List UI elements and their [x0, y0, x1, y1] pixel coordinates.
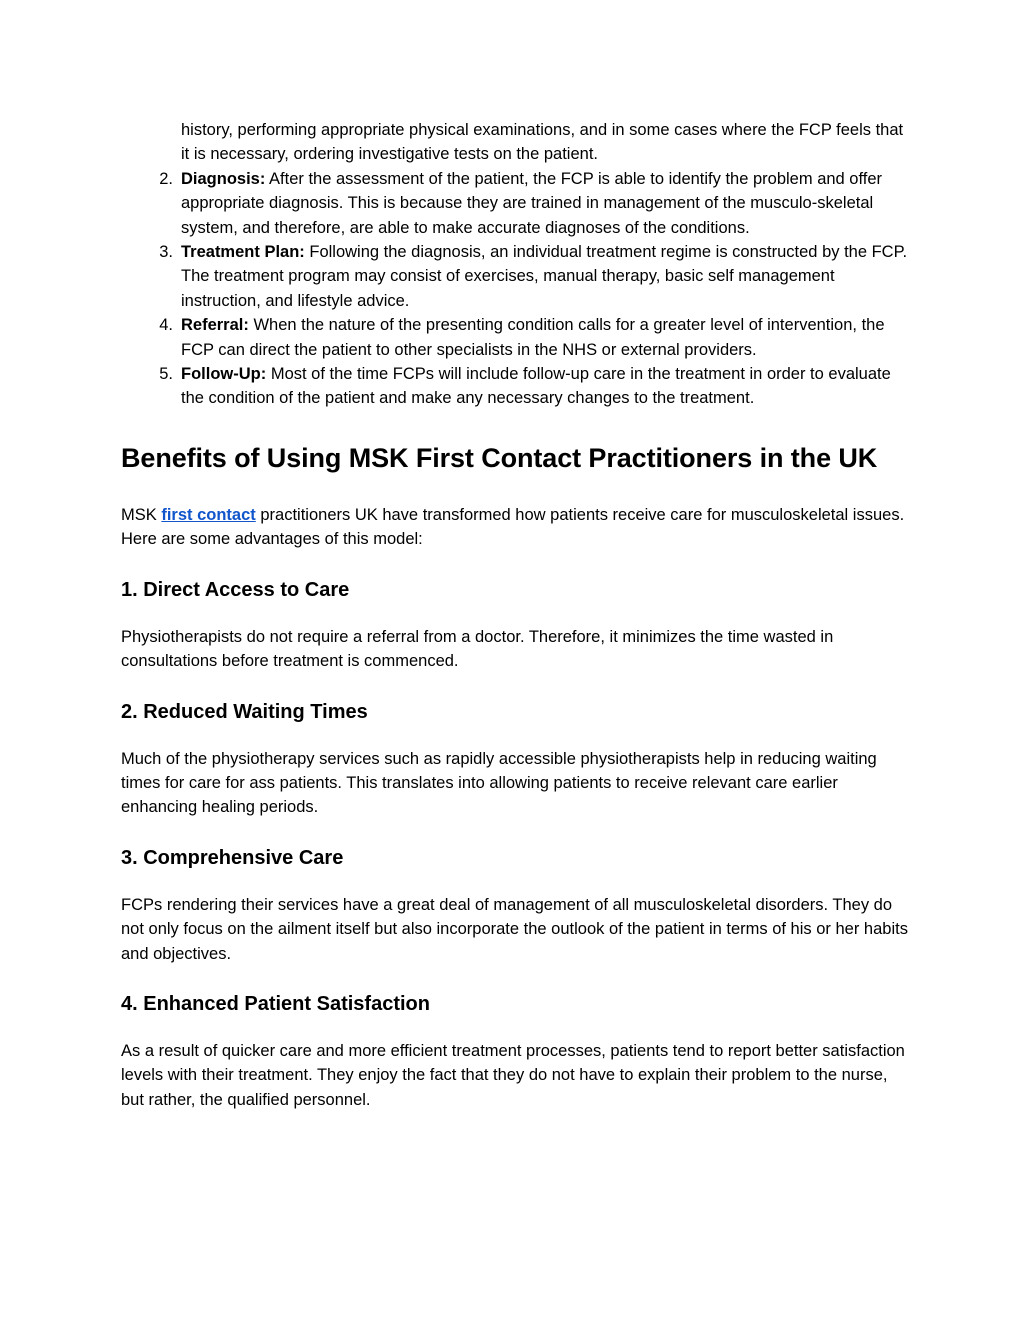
list-item-number: 4.: [159, 316, 173, 335]
subheading-direct-access: 1. Direct Access to Care: [121, 578, 350, 601]
paragraph-comprehensive-care: FCPs rendering their services have a great deal of management of all musculoskeletal disorders. They do not only focus on the ailment itself but also incorporate the outlook of the patient in terms of his or her habits and objectives.: [121, 895, 908, 963]
list-item: [121, 362, 911, 411]
list-item: [121, 118, 911, 167]
list-item-text: history, performing appropriate physical examinations, and in some cases where the FCP feels that it is necessary, ordering investigative tests on the patient.: [181, 121, 904, 164]
list-item-text: When the nature of the presenting condition calls for a greater level of intervention, the FCP can direct the patient to other specialists in the NHS or external providers.: [181, 316, 885, 359]
list-item: [121, 167, 911, 240]
list-item-text: Most of the time FCPs will include follow-up care in the treatment in order to evaluate the condition of the patient and make any necessary changes to the treatment.: [181, 365, 891, 408]
subheading-patient-satisfaction: 4. Enhanced Patient Satisfaction: [121, 992, 430, 1015]
list-item-text: After the assessment of the patient, the FCP is able to identify the problem and offer appropriate diagnosis. This is because they are trained in management of the musculo-skeletal system, and therefore, are able to make accurate diagnoses of the conditions.: [181, 169, 883, 237]
list-item-number: 5.: [159, 365, 173, 384]
paragraph-reduced-waiting: Much of the physiotherapy services such as rapidly accessible physiotherapists help in reducing waiting times for care for ass patients. This translates into allowing patients to receive relevant care earlier enhancing healing periods.: [121, 749, 877, 817]
list-item-label: Treatment Plan:: [181, 243, 305, 262]
benefits-intro-paragraph: [121, 503, 911, 552]
list-item: [121, 313, 911, 362]
fcp-steps-list: [121, 118, 911, 411]
section-heading-benefits: Benefits of Using MSK First Contact Practitioners in the UK: [121, 442, 878, 473]
list-item-number: 3.: [159, 243, 173, 262]
paragraph-direct-access: Physiotherapists do not require a referral from a doctor. Therefore, it minimizes the time wasted in consultations before treatment is commenced.: [121, 627, 834, 671]
list-item-label: Diagnosis:: [181, 169, 266, 188]
paragraph-patient-satisfaction: As a result of quicker care and more efficient treatment processes, patients tend to report better satisfaction levels with their treatment. They enjoy the fact that they do not have to explain their problem to the nurse, but rather, the qualified personnel.: [121, 1041, 905, 1109]
subheading-comprehensive-care: 3. Comprehensive Care: [121, 846, 344, 869]
subheading-reduced-waiting: 2. Reduced Waiting Times: [121, 700, 368, 723]
first-contact-link[interactable]: first contact: [161, 505, 256, 524]
list-item: [121, 240, 911, 313]
list-item-text: Following the diagnosis, an individual treatment regime is constructed by the FCP. The treatment program may consist of exercises, manual therapy, basic self management instruction, and lifestyle advice.: [181, 243, 908, 310]
list-item-label: Referral:: [181, 316, 249, 335]
intro-text-after: practitioners UK have transformed how patients receive care for musculoskeletal issues. Here are some advantages of this model:: [121, 505, 905, 549]
document-page: [121, 118, 911, 1112]
intro-text-before: MSK: [121, 505, 162, 524]
list-item-number: 2.: [159, 169, 173, 188]
list-item-label: Follow-Up:: [181, 365, 267, 384]
